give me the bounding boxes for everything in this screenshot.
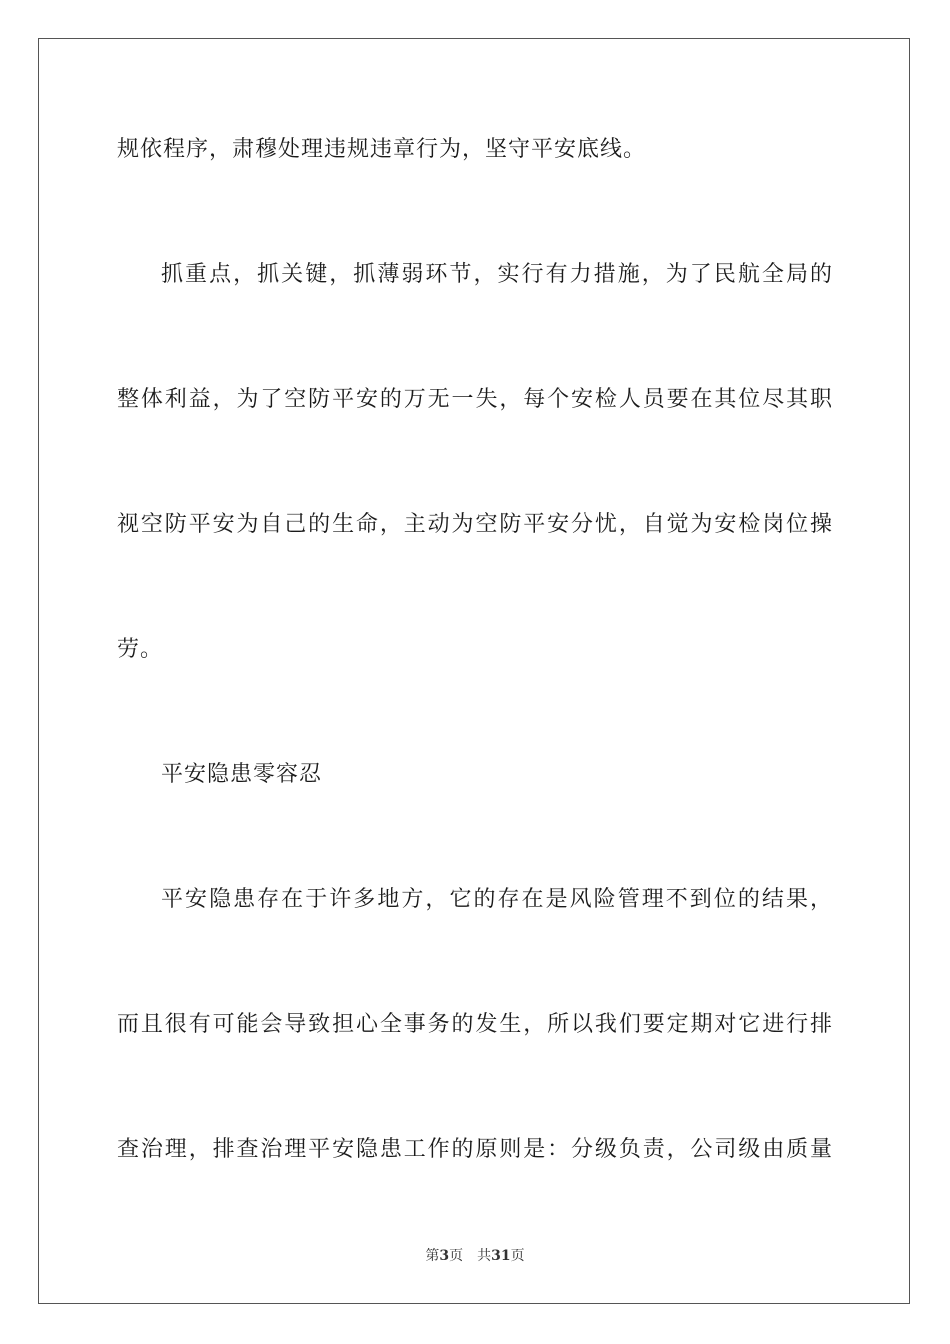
footer-total-pages: 31 xyxy=(491,1248,511,1264)
paragraph-line-2: 抓重点，抓关键，抓薄弱环节，实行有力措施，为了民航全局的 xyxy=(161,262,833,287)
paragraph-line-8: 查治理，排查治理平安隐患工作的原则是：分级负责，公司级由质量 xyxy=(117,1137,833,1162)
paragraph-line-6: 平安隐患存在于许多地方，它的存在是风险管理不到位的结果， xyxy=(161,887,833,912)
section-heading: 平安隐患零容忍 xyxy=(161,762,323,787)
footer-page-prefix: 第 xyxy=(425,1248,440,1264)
footer-total-prefix: 共 xyxy=(477,1248,492,1264)
footer-page-suffix: 页 xyxy=(449,1248,464,1264)
footer-page-number: 3 xyxy=(439,1248,450,1264)
page-border xyxy=(38,38,910,1304)
paragraph-line-1: 规依程序，肃穆处理违规违章行为，坚守平安底线。 xyxy=(117,137,647,162)
paragraph-line-4: 视空防平安为自己的生命，主动为空防平安分忧，自觉为安检岗位操 xyxy=(117,512,833,537)
paragraph-line-7: 而且很有可能会导致担心全事务的发生，所以我们要定期对它进行排 xyxy=(117,1012,833,1037)
footer-total-suffix: 页 xyxy=(510,1248,525,1264)
page-footer xyxy=(0,1247,950,1265)
paragraph-line-3: 整体利益，为了空防平安的万无一失，每个安检人员要在其位尽其职 xyxy=(117,387,833,412)
paragraph-line-5: 劳。 xyxy=(117,637,164,662)
